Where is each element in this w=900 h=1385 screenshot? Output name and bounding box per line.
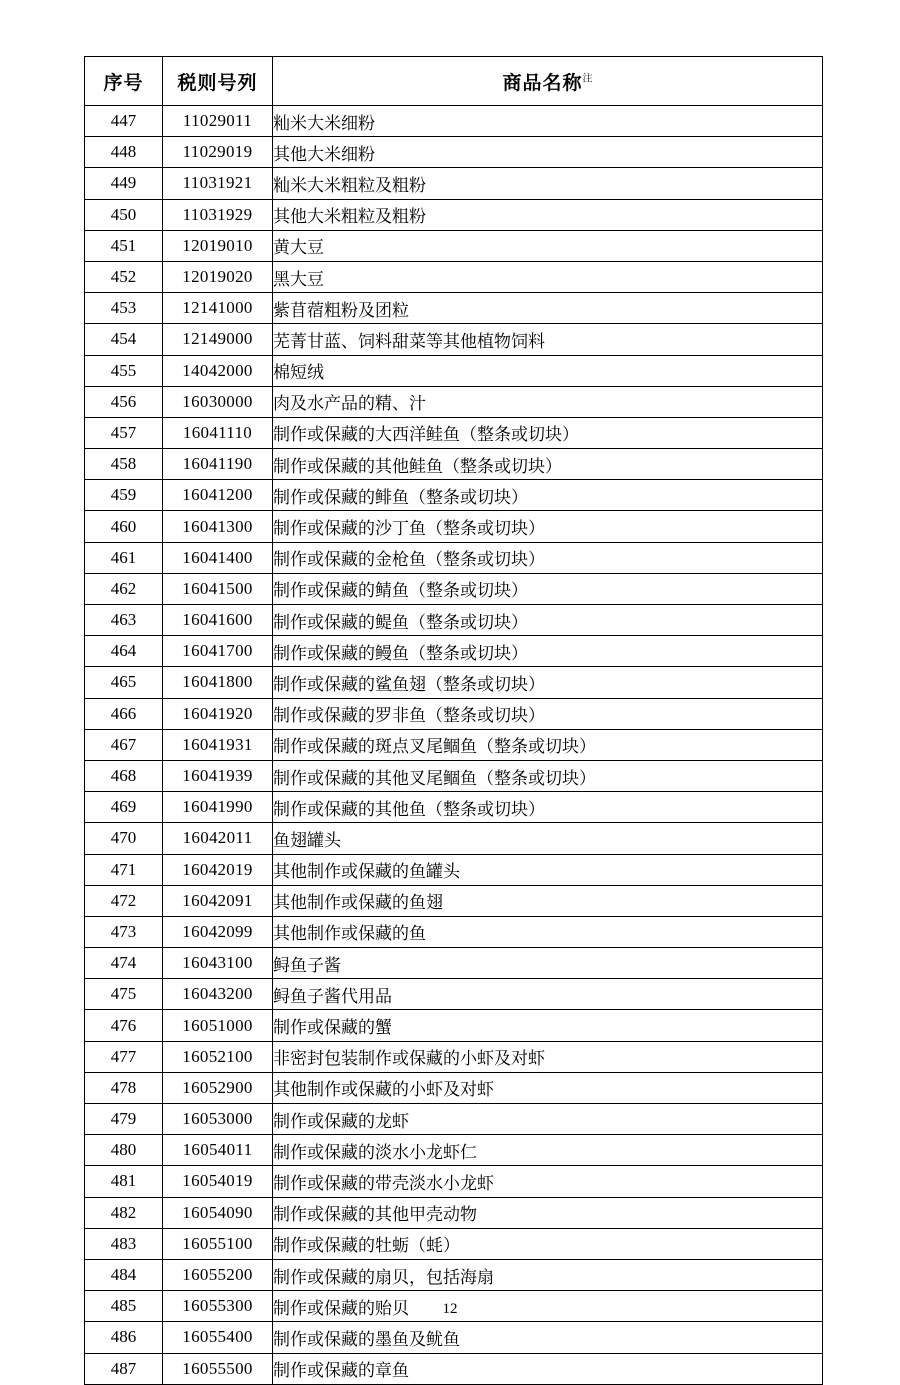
- cell-tariff-code: 16054090: [163, 1197, 273, 1228]
- cell-seq: 477: [85, 1041, 163, 1072]
- cell-tariff-code: 16054011: [163, 1135, 273, 1166]
- cell-product-name: 制作或保藏的其他叉尾鲴鱼（整条或切块）: [273, 760, 823, 791]
- cell-product-name: 制作或保藏的鲭鱼（整条或切块）: [273, 573, 823, 604]
- cell-product-name: 制作或保藏的扇贝，包括海扇: [273, 1259, 823, 1290]
- cell-seq: 465: [85, 667, 163, 698]
- cell-tariff-code: 14042000: [163, 355, 273, 386]
- table-row: [85, 823, 823, 854]
- cell-seq: 474: [85, 948, 163, 979]
- table-row: [85, 1259, 823, 1290]
- table-row: [85, 979, 823, 1010]
- cell-seq: 454: [85, 324, 163, 355]
- table-row: [85, 293, 823, 324]
- cell-product-name: 制作或保藏的带壳淡水小龙虾: [273, 1166, 823, 1197]
- table-row: [85, 948, 823, 979]
- cell-seq: 452: [85, 261, 163, 292]
- table-row: [85, 480, 823, 511]
- cell-tariff-code: 16055300: [163, 1291, 273, 1322]
- cell-seq: 481: [85, 1166, 163, 1197]
- cell-product-name: 制作或保藏的斑点叉尾鲴鱼（整条或切块）: [273, 729, 823, 760]
- cell-seq: 463: [85, 605, 163, 636]
- table-row: [85, 1135, 823, 1166]
- cell-seq: 449: [85, 168, 163, 199]
- cell-product-name: 鲟鱼子酱代用品: [273, 979, 823, 1010]
- cell-tariff-code: 16041931: [163, 729, 273, 760]
- cell-product-name: 制作或保藏的章鱼: [273, 1353, 823, 1384]
- table-row: [85, 1072, 823, 1103]
- cell-seq: 453: [85, 293, 163, 324]
- cell-tariff-code: 16042019: [163, 854, 273, 885]
- cell-seq: 486: [85, 1322, 163, 1353]
- cell-seq: 460: [85, 511, 163, 542]
- cell-product-name: 制作或保藏的沙丁鱼（整条或切块）: [273, 511, 823, 542]
- cell-product-name: 制作或保藏的鳀鱼（整条或切块）: [273, 605, 823, 636]
- cell-product-name: 其他制作或保藏的小虾及对虾: [273, 1072, 823, 1103]
- cell-product-name: 棉短绒: [273, 355, 823, 386]
- cell-tariff-code: 16052900: [163, 1072, 273, 1103]
- cell-seq: 462: [85, 573, 163, 604]
- cell-tariff-code: 16052100: [163, 1041, 273, 1072]
- cell-product-name: 其他大米细粉: [273, 137, 823, 168]
- cell-product-name: 鱼翅罐头: [273, 823, 823, 854]
- table-row: [85, 1353, 823, 1384]
- cell-tariff-code: 16041190: [163, 449, 273, 480]
- table-row: [85, 760, 823, 791]
- table-row: [85, 698, 823, 729]
- cell-product-name: 制作或保藏的龙虾: [273, 1104, 823, 1135]
- cell-tariff-code: 16030000: [163, 386, 273, 417]
- cell-seq: 450: [85, 199, 163, 230]
- table-row: [85, 168, 823, 199]
- cell-tariff-code: 16042011: [163, 823, 273, 854]
- cell-tariff-code: 16041200: [163, 480, 273, 511]
- table-row: [85, 885, 823, 916]
- cell-product-name: 制作或保藏的鲨鱼翅（整条或切块）: [273, 667, 823, 698]
- table-row: [85, 573, 823, 604]
- table-row: [85, 386, 823, 417]
- table-row: [85, 542, 823, 573]
- cell-tariff-code: 16053000: [163, 1104, 273, 1135]
- cell-seq: 470: [85, 823, 163, 854]
- table-row: [85, 1228, 823, 1259]
- cell-tariff-code: 16055100: [163, 1228, 273, 1259]
- cell-tariff-code: 16051000: [163, 1010, 273, 1041]
- table-row: [85, 417, 823, 448]
- page-number: 12: [442, 1301, 458, 1317]
- cell-product-name: 制作或保藏的其他鲑鱼（整条或切块）: [273, 449, 823, 480]
- cell-tariff-code: 16055400: [163, 1322, 273, 1353]
- cell-product-name: 制作或保藏的淡水小龙虾仁: [273, 1135, 823, 1166]
- cell-product-name: 籼米大米粗粒及粗粉: [273, 168, 823, 199]
- cell-seq: 479: [85, 1104, 163, 1135]
- table-row: [85, 230, 823, 261]
- table-row: [85, 1104, 823, 1135]
- table-row: [85, 1322, 823, 1353]
- cell-seq: 448: [85, 137, 163, 168]
- cell-seq: 480: [85, 1135, 163, 1166]
- cell-product-name: 肉及水产品的精、汁: [273, 386, 823, 417]
- table-row: [85, 667, 823, 698]
- column-header-name: [273, 57, 823, 106]
- cell-tariff-code: 16043100: [163, 948, 273, 979]
- cell-seq: 459: [85, 480, 163, 511]
- cell-product-name: 制作或保藏的其他甲壳动物: [273, 1197, 823, 1228]
- cell-product-name: 制作或保藏的牡蛎（蚝）: [273, 1228, 823, 1259]
- cell-product-name: 芜菁甘蓝、饲料甜菜等其他植物饲料: [273, 324, 823, 355]
- cell-tariff-code: 12019010: [163, 230, 273, 261]
- table-row: [85, 916, 823, 947]
- cell-seq: 464: [85, 636, 163, 667]
- cell-seq: 458: [85, 449, 163, 480]
- cell-seq: 461: [85, 542, 163, 573]
- cell-seq: 471: [85, 854, 163, 885]
- column-header-code: 税则号列: [163, 57, 273, 106]
- table-row: [85, 1041, 823, 1072]
- table-row: [85, 605, 823, 636]
- cell-tariff-code: 16041600: [163, 605, 273, 636]
- table-body: [85, 106, 823, 1385]
- cell-tariff-code: 16041400: [163, 542, 273, 573]
- table-row: [85, 199, 823, 230]
- table-header: [85, 57, 823, 106]
- cell-product-name: 制作或保藏的大西洋鲑鱼（整条或切块）: [273, 417, 823, 448]
- cell-product-name: 黑大豆: [273, 261, 823, 292]
- cell-tariff-code: 12019020: [163, 261, 273, 292]
- cell-tariff-code: 12149000: [163, 324, 273, 355]
- cell-product-name: 鲟鱼子酱: [273, 948, 823, 979]
- cell-seq: 447: [85, 106, 163, 137]
- cell-product-name: 其他制作或保藏的鱼翅: [273, 885, 823, 916]
- cell-product-name: 制作或保藏的其他鱼（整条或切块）: [273, 792, 823, 823]
- cell-seq: 455: [85, 355, 163, 386]
- cell-product-name: 其他制作或保藏的鱼: [273, 916, 823, 947]
- cell-seq: 472: [85, 885, 163, 916]
- table-row: [85, 1197, 823, 1228]
- cell-tariff-code: 16055200: [163, 1259, 273, 1290]
- cell-tariff-code: 16041300: [163, 511, 273, 542]
- table-row: [85, 137, 823, 168]
- cell-seq: 473: [85, 916, 163, 947]
- cell-tariff-code: 11031921: [163, 168, 273, 199]
- cell-product-name: 其他制作或保藏的鱼罐头: [273, 854, 823, 885]
- cell-tariff-code: 16041500: [163, 573, 273, 604]
- cell-tariff-code: 16041700: [163, 636, 273, 667]
- cell-product-name: 制作或保藏的墨鱼及鱿鱼: [273, 1322, 823, 1353]
- table-row: [85, 792, 823, 823]
- cell-product-name: 籼米大米细粉: [273, 106, 823, 137]
- cell-seq: 451: [85, 230, 163, 261]
- cell-seq: 466: [85, 698, 163, 729]
- cell-product-name: 制作或保藏的鳗鱼（整条或切块）: [273, 636, 823, 667]
- column-header-name-superscript: 注: [582, 73, 593, 85]
- cell-tariff-code: 11029019: [163, 137, 273, 168]
- cell-product-name: 紫苜蓿粗粉及团粒: [273, 293, 823, 324]
- cell-tariff-code: 16054019: [163, 1166, 273, 1197]
- cell-tariff-code: 12141000: [163, 293, 273, 324]
- cell-seq: 484: [85, 1259, 163, 1290]
- cell-seq: 487: [85, 1353, 163, 1384]
- cell-product-name: 制作或保藏的贻贝: [273, 1291, 823, 1322]
- cell-tariff-code: 16041800: [163, 667, 273, 698]
- cell-seq: 457: [85, 417, 163, 448]
- column-header-name-label: 商品名称: [502, 72, 583, 94]
- cell-seq: 476: [85, 1010, 163, 1041]
- cell-seq: 468: [85, 760, 163, 791]
- table-row: [85, 511, 823, 542]
- table-row: [85, 636, 823, 667]
- table-row: [85, 449, 823, 480]
- table-row: [85, 1010, 823, 1041]
- table-row: [85, 324, 823, 355]
- cell-product-name: 非密封包装制作或保藏的小虾及对虾: [273, 1041, 823, 1072]
- cell-tariff-code: 11031929: [163, 199, 273, 230]
- cell-seq: 482: [85, 1197, 163, 1228]
- cell-product-name: 制作或保藏的罗非鱼（整条或切块）: [273, 698, 823, 729]
- table-row: [85, 355, 823, 386]
- cell-seq: 485: [85, 1291, 163, 1322]
- cell-seq: 456: [85, 386, 163, 417]
- cell-tariff-code: 16041920: [163, 698, 273, 729]
- table-row: [85, 106, 823, 137]
- cell-tariff-code: 16042091: [163, 885, 273, 916]
- cell-product-name: 制作或保藏的蟹: [273, 1010, 823, 1041]
- cell-tariff-code: 16055500: [163, 1353, 273, 1384]
- cell-seq: 478: [85, 1072, 163, 1103]
- table-row: [85, 729, 823, 760]
- cell-tariff-code: 16043200: [163, 979, 273, 1010]
- cell-tariff-code: 16042099: [163, 916, 273, 947]
- cell-product-name: 黄大豆: [273, 230, 823, 261]
- cell-tariff-code: 16041110: [163, 417, 273, 448]
- cell-seq: 469: [85, 792, 163, 823]
- tariff-table: [84, 56, 823, 1385]
- cell-tariff-code: 16041990: [163, 792, 273, 823]
- cell-seq: 467: [85, 729, 163, 760]
- table-row: [85, 261, 823, 292]
- cell-tariff-code: 16041939: [163, 760, 273, 791]
- cell-product-name: 其他大米粗粒及粗粉: [273, 199, 823, 230]
- table-row: [85, 854, 823, 885]
- cell-seq: 475: [85, 979, 163, 1010]
- cell-tariff-code: 11029011: [163, 106, 273, 137]
- cell-product-name: 制作或保藏的金枪鱼（整条或切块）: [273, 542, 823, 573]
- table-header-row: [85, 57, 823, 106]
- cell-seq: 483: [85, 1228, 163, 1259]
- table-row: [85, 1166, 823, 1197]
- column-header-seq: 序号: [85, 57, 163, 106]
- cell-product-name: 制作或保藏的鲱鱼（整条或切块）: [273, 480, 823, 511]
